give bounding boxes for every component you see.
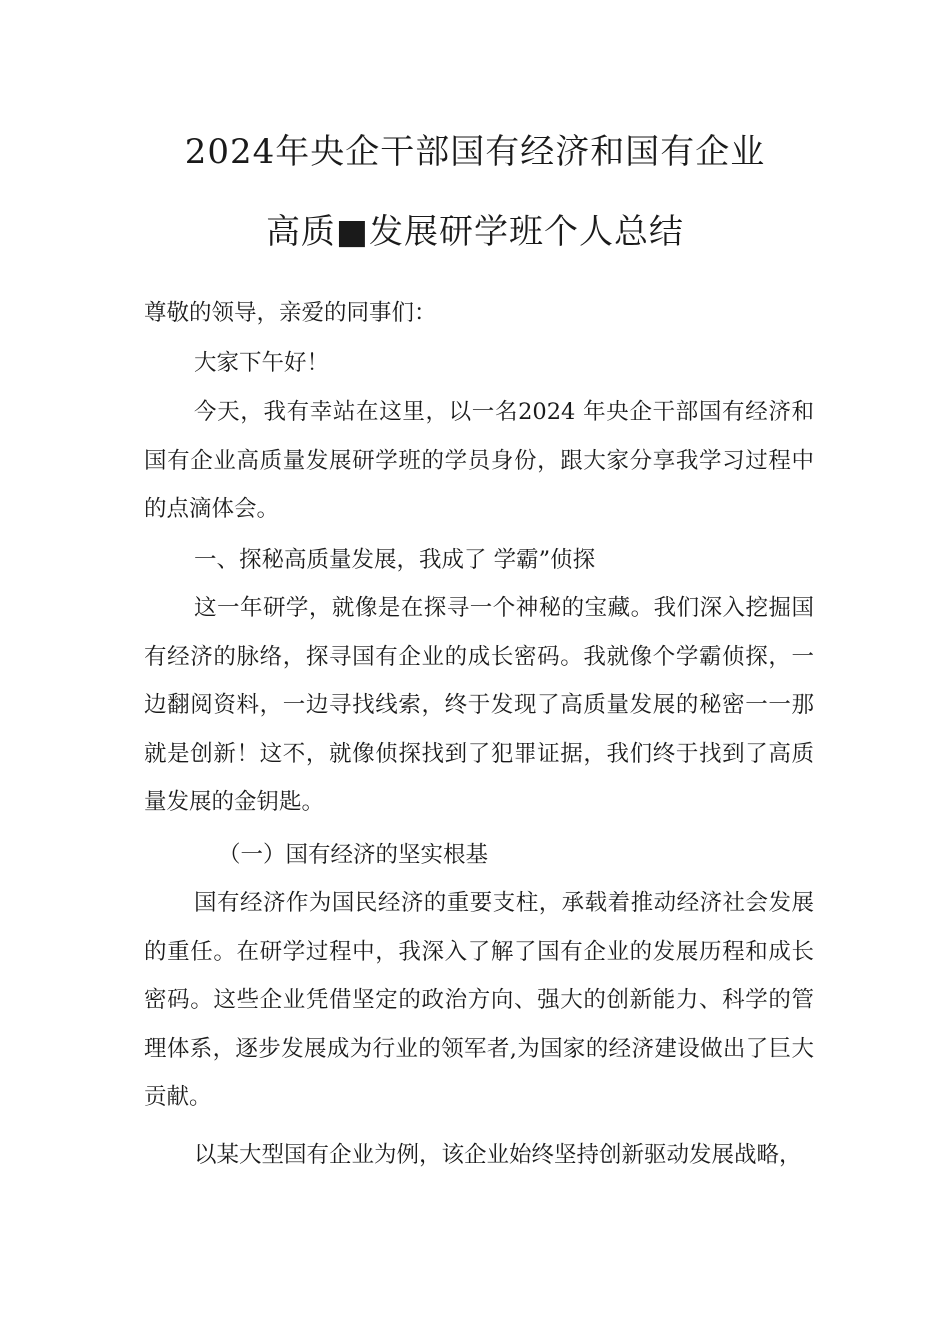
salutation: 尊敬的领导，亲爱的同事们： [144,300,437,326]
document-title-line-1: 2024年央企干部国有经济和国有企业 [184,132,766,172]
document-title-line-2: 高质■发展研学班个人总结 [265,212,685,252]
greeting: 大家下午好！ [194,350,330,376]
paragraph-3: 以某大型国有企业为例，该企业始终坚持创新驱动发展战略， [194,1142,802,1168]
paragraph-2: 国有经济作为国民经济的重要支柱，承载着推动经济社会发展的重任。在研学过程中，我深入了解了国有企业的发展历程和成长密码。这些企业凭借坚定的政治方向、强大的创新能力、科学的管理体系，逐步发展成为行业的领军者,为国家的经济建设做出了巨大贡献。 [144,890,814,1110]
paragraph-1: 这一年研学，就像是在探寻一个神秘的宝藏。我们深入挖掘国有经济的脉络，探寻国有企业的成长密码。我就像个学霸侦探，一边翻阅资料，一边寻找线索，终于发现了高质量发展的秘密一一那就是创新！这不，就像侦探找到了犯罪证据，我们终于找到了高质量发展的金钥匙。 [144,595,814,815]
paragraph-intro: 今天，我有幸站在这里，以一名2024 年央企干部国有经济和国有企业高质量发展研学班的学员身份，跟大家分享我学习过程中的点滴体会。 [144,399,814,522]
section-heading-1: 一、探秘高质量发展，我成了 学霸”侦探 [194,547,596,573]
subsection-heading-1: （一）国有经济的坚实根基 [218,842,489,868]
